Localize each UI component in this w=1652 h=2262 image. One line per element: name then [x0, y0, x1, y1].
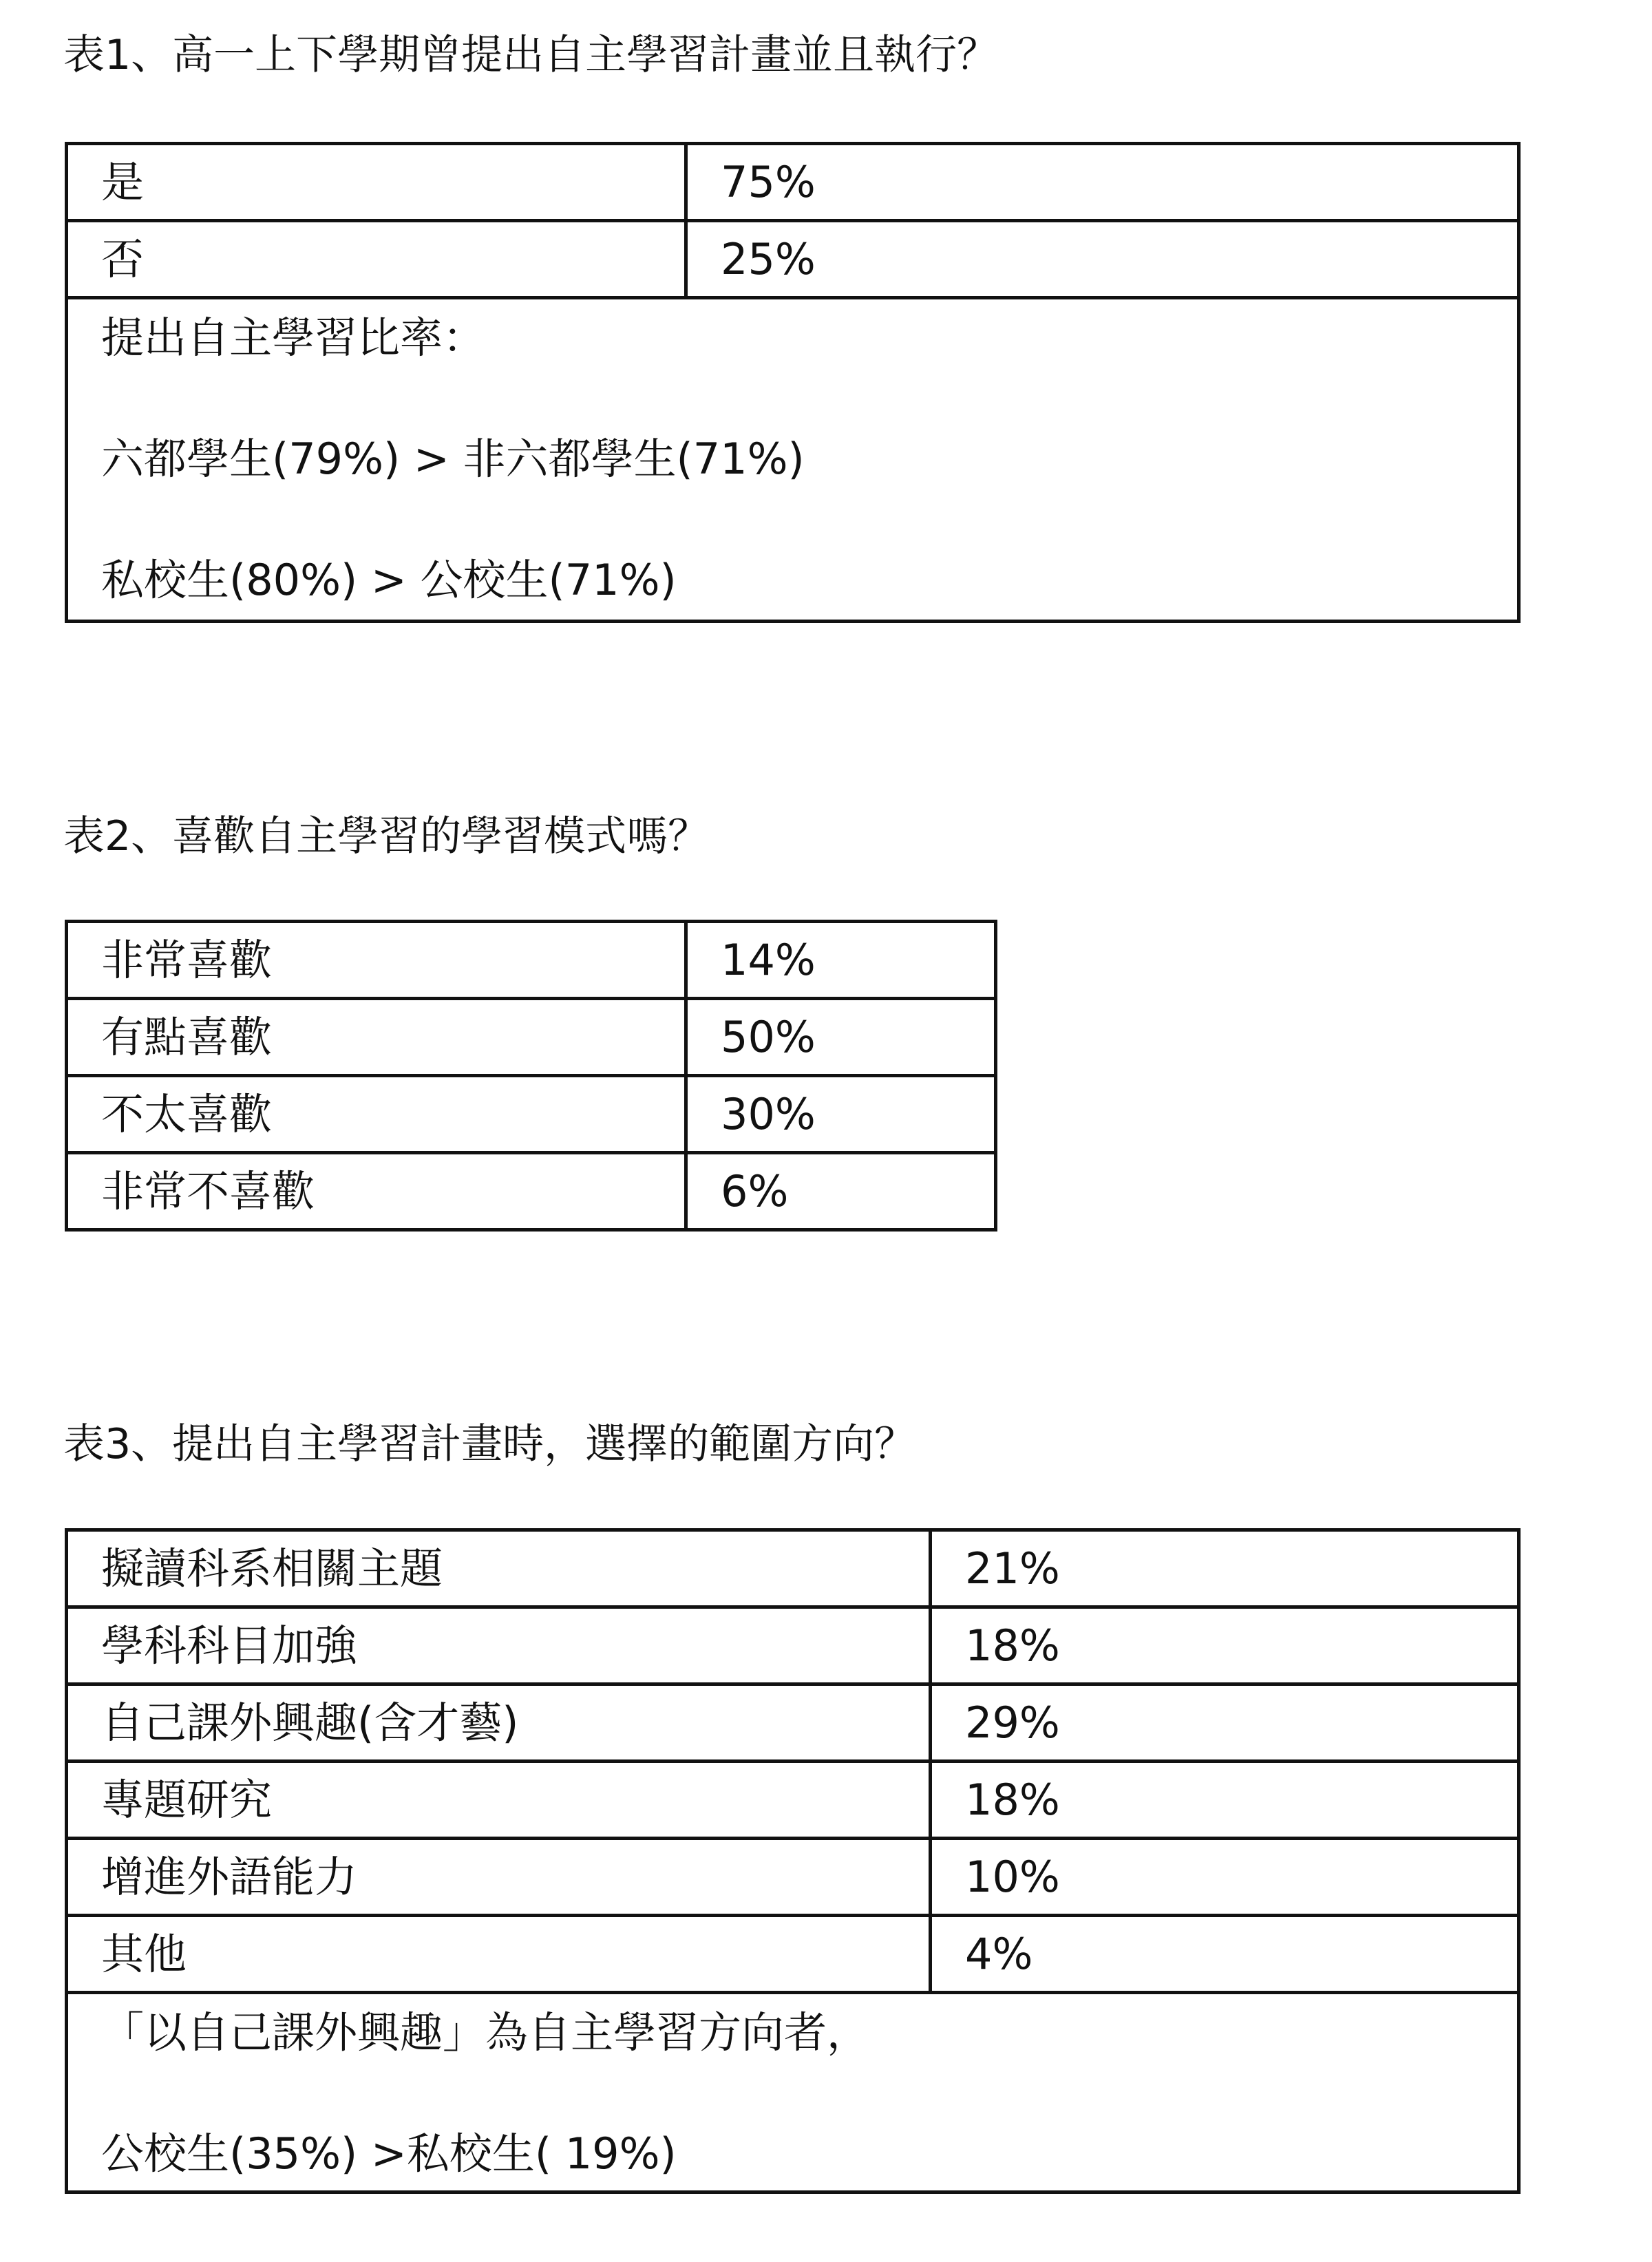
table-row — [67, 1607, 1519, 1684]
row-label: 有點喜歡 — [67, 999, 686, 1076]
note-line: 私校生(80%) > 公校生(71%) — [101, 555, 677, 605]
row-label: 是 — [67, 144, 686, 221]
table3 — [65, 1528, 1521, 2194]
table-row — [67, 1153, 996, 1230]
row-value: 50% — [686, 999, 996, 1076]
row-value: 25% — [686, 221, 1519, 298]
table-row — [67, 1076, 996, 1153]
row-label: 自己課外興趣(含才藝) — [67, 1684, 931, 1762]
table2-title: 表2、喜歡自主學習的學習模式嗎？ — [63, 812, 710, 860]
row-label: 專題研究 — [67, 1762, 931, 1839]
row-label: 其他 — [67, 1916, 931, 1993]
table-row — [67, 1530, 1519, 1607]
table1-title: 表1、高一上下學期曾提出自主學習計畫並且執行？ — [63, 31, 999, 79]
row-label: 擬讀科系相關主題 — [67, 1530, 931, 1607]
table1-note — [67, 298, 1519, 622]
table-row — [67, 999, 996, 1076]
row-value: 10% — [931, 1839, 1519, 1916]
row-label: 否 — [67, 221, 686, 298]
table-note-row — [67, 298, 1519, 622]
note-line: 公校生(35%) >私校生( 19%) — [101, 2128, 677, 2179]
note-line: 提出自主學習比率： — [101, 313, 486, 363]
table-row — [67, 1684, 1519, 1762]
table1 — [65, 142, 1521, 623]
row-value: 18% — [931, 1762, 1519, 1839]
row-label: 學科科目加強 — [67, 1607, 931, 1684]
row-value: 18% — [931, 1607, 1519, 1684]
row-value: 29% — [931, 1684, 1519, 1762]
row-value: 4% — [931, 1916, 1519, 1993]
row-value: 30% — [686, 1076, 996, 1153]
table-row — [67, 221, 1519, 298]
row-value: 6% — [686, 1153, 996, 1230]
table2 — [65, 920, 997, 1232]
row-value: 21% — [931, 1530, 1519, 1607]
table-row — [67, 144, 1519, 221]
row-label: 不太喜歡 — [67, 1076, 686, 1153]
table-row — [67, 922, 996, 999]
row-label: 非常喜歡 — [67, 922, 686, 999]
table3-title: 表3、提出自主學習計畫時，選擇的範圍方向？ — [63, 1420, 916, 1468]
note-line: 「以自己課外興趣」為自主學習方向者， — [101, 2007, 870, 2058]
note-line: 六都學生(79%) > 非六都學生(71%) — [101, 434, 805, 484]
table3-note — [67, 1993, 1519, 2192]
row-label: 增進外語能力 — [67, 1839, 931, 1916]
row-label: 非常不喜歡 — [67, 1153, 686, 1230]
row-value: 14% — [686, 922, 996, 999]
row-value: 75% — [686, 144, 1519, 221]
table-row — [67, 1916, 1519, 1993]
table-row — [67, 1762, 1519, 1839]
table-note-row — [67, 1993, 1519, 2192]
table-row — [67, 1839, 1519, 1916]
